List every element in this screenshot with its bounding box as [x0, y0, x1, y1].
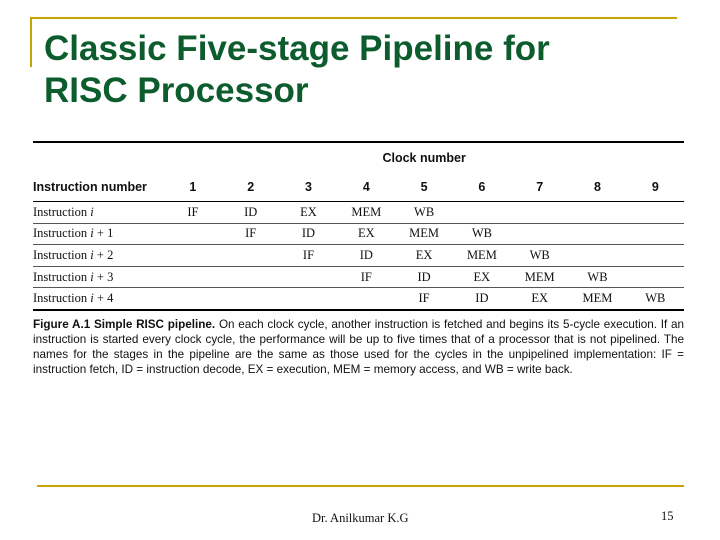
- stage-cell: MEM: [337, 202, 395, 224]
- stage-cell: [453, 202, 511, 224]
- stage-cell: EX: [395, 245, 453, 267]
- stage-cell: ID: [337, 245, 395, 267]
- stage-cell: ID: [222, 202, 280, 224]
- stage-cell: WB: [569, 266, 627, 288]
- stage-cell: WB: [453, 223, 511, 245]
- instruction-label-variable: i: [90, 247, 94, 262]
- stage-cell: MEM: [395, 223, 453, 245]
- stage-cell: [511, 202, 569, 224]
- stage-cell: EX: [511, 288, 569, 310]
- stage-cell: [337, 288, 395, 310]
- stage-cell: IF: [222, 223, 280, 245]
- stage-cell: EX: [453, 266, 511, 288]
- page-number: 15: [661, 509, 674, 523]
- stage-cell: [511, 223, 569, 245]
- instruction-label-prefix: Instruction: [33, 247, 91, 262]
- clock-number-cell: 1: [164, 173, 222, 202]
- pipeline-figure: [33, 141, 684, 377]
- stage-cell: [569, 202, 627, 224]
- clock-number-cell: 8: [569, 173, 627, 202]
- instruction-row: [33, 266, 684, 288]
- stage-cell: [280, 288, 338, 310]
- stage-cell: [222, 266, 280, 288]
- instruction-row: [33, 202, 684, 224]
- caption-text: On each clock cycle, another instruction is fetched and begins its 5-cycle execution. If an instruction is started every clock cycle, the performance will be up to five times that of a processor that is not pipelined. The names for the stages in the pipeline are the same as those used for the cycles in the unpipelined implementation: IF = instruction fetch, ID = instruction decode, EX = execution, MEM = memory access, and WB = write back.: [33, 317, 685, 376]
- stage-cell: WB: [511, 245, 569, 267]
- stage-cell: EX: [337, 223, 395, 245]
- instruction-label-variable: i: [90, 204, 94, 219]
- stage-cell: [222, 245, 280, 267]
- stage-cell: [222, 288, 280, 310]
- caption-title: Simple RISC pipeline.: [94, 317, 216, 331]
- figure-caption: [33, 317, 684, 377]
- instruction-label: [33, 266, 164, 288]
- stage-cell: IF: [280, 245, 338, 267]
- caption-label: Figure A.1: [33, 317, 91, 331]
- clock-number-header: Clock number: [382, 151, 466, 165]
- stage-cell: MEM: [569, 288, 627, 310]
- stage-cell: [626, 223, 684, 245]
- instruction-row: [33, 223, 684, 245]
- bottom-accent-rule: [37, 485, 684, 487]
- stage-cell: MEM: [511, 266, 569, 288]
- stage-cell: [569, 245, 627, 267]
- stage-cell: WB: [395, 202, 453, 224]
- clock-number-cell: 6: [453, 173, 511, 202]
- instruction-number-header: Instruction number: [33, 173, 164, 202]
- instruction-label-offset: + 3: [93, 269, 114, 284]
- stage-cell: [164, 223, 222, 245]
- stage-cell: [164, 288, 222, 310]
- stage-cell: [626, 245, 684, 267]
- stage-cell: ID: [453, 288, 511, 310]
- instruction-label-offset: + 2: [93, 247, 114, 262]
- stage-cell: IF: [164, 202, 222, 224]
- stage-cell: ID: [280, 223, 338, 245]
- stage-cell: [164, 245, 222, 267]
- instruction-label-prefix: Instruction: [33, 204, 91, 219]
- stage-cell: [569, 223, 627, 245]
- stage-cell: [164, 266, 222, 288]
- instruction-label-offset: + 1: [93, 226, 114, 241]
- instruction-label-variable: i: [90, 269, 94, 284]
- clock-number-cell: 3: [280, 173, 338, 202]
- top-accent-rule: [30, 17, 677, 19]
- clock-number-cell: 9: [626, 173, 684, 202]
- instruction-label: [33, 288, 164, 310]
- left-accent-rule: [30, 17, 32, 67]
- stage-cell: IF: [337, 266, 395, 288]
- instruction-label-offset: + 4: [93, 291, 114, 306]
- instruction-label-variable: i: [90, 226, 94, 241]
- stage-cell: ID: [395, 266, 453, 288]
- instruction-row: [33, 288, 684, 310]
- instruction-label-prefix: Instruction: [33, 226, 91, 241]
- instruction-label-variable: i: [90, 291, 94, 306]
- instruction-label-prefix: Instruction: [33, 291, 91, 306]
- stage-cell: WB: [626, 288, 684, 310]
- stage-cell: MEM: [453, 245, 511, 267]
- instruction-label: [33, 202, 164, 224]
- instruction-row: [33, 245, 684, 267]
- clock-number-cell: 5: [395, 173, 453, 202]
- slide-title: Classic Five-stage Pipeline for RISC Processor: [44, 29, 550, 110]
- instruction-label: [33, 245, 164, 267]
- stage-cell: [280, 266, 338, 288]
- stage-cell: EX: [280, 202, 338, 224]
- clock-number-cell: 7: [511, 173, 569, 202]
- footer-author: Dr. Anilkumar K.G: [312, 511, 409, 525]
- stage-cell: [626, 202, 684, 224]
- stage-cell: IF: [395, 288, 453, 310]
- clock-number-cell: 2: [222, 173, 280, 202]
- pipeline-table: [33, 143, 684, 311]
- instruction-label: [33, 223, 164, 245]
- clock-number-cell: 4: [337, 173, 395, 202]
- instruction-label-prefix: Instruction: [33, 269, 91, 284]
- stage-cell: [626, 266, 684, 288]
